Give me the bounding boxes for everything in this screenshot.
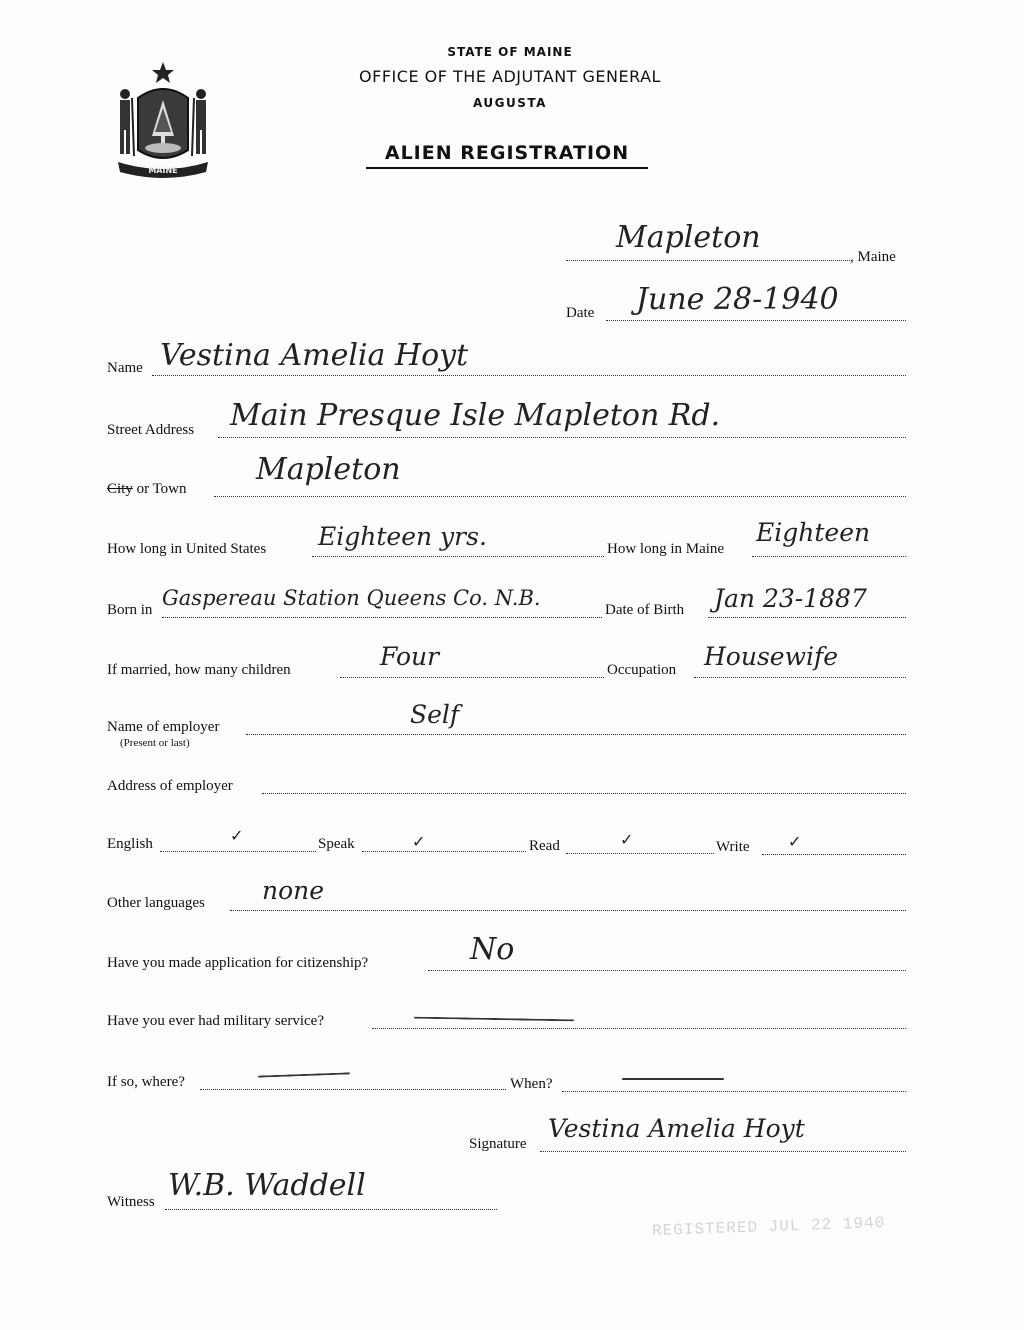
signature-label: Signature <box>469 1136 527 1152</box>
employer-entry: Self <box>410 700 460 729</box>
read-label: Read <box>529 838 560 854</box>
children-label: If married, how many children <box>107 662 291 678</box>
when-dash-mark <box>622 1078 724 1080</box>
us-entry: Eighteen yrs. <box>318 522 487 551</box>
employer-sublabel: (Present or last) <box>120 737 190 749</box>
town-word: or Town <box>132 481 187 497</box>
occupation-line <box>694 677 906 678</box>
city-struck-word: City <box>107 481 133 497</box>
write-line <box>762 854 906 855</box>
city-entry: Mapleton <box>256 452 401 487</box>
write-check-icon: ✓ <box>788 832 802 851</box>
employer-label: Name of employer <box>107 719 220 735</box>
where-line <box>200 1089 506 1090</box>
employer-address-label: Address of employer <box>107 778 233 794</box>
write-label: Write <box>716 839 750 855</box>
name-label: Name <box>107 360 143 376</box>
dob-label: Date of Birth <box>605 602 685 618</box>
citizenship-label: Have you made application for citizenship? <box>107 955 369 971</box>
employer-address-line <box>262 793 906 794</box>
maine-seal-icon <box>108 58 218 178</box>
dob-line <box>708 617 906 618</box>
maine-label: How long in Maine <box>607 541 725 557</box>
office-heading: OFFICE OF THE ADJUTANT GENERAL <box>359 67 661 86</box>
state-heading: STATE OF MAINE <box>447 45 573 59</box>
english-line <box>160 851 316 852</box>
date-entry: June 28-1940 <box>636 282 839 317</box>
speak-label: Speak <box>318 836 355 852</box>
date-line <box>606 320 906 321</box>
citizenship-entry: No <box>470 932 515 967</box>
children-line <box>340 677 604 678</box>
city-label <box>107 481 187 498</box>
employer-line <box>246 734 906 735</box>
name-entry: Vestina Amelia Hoyt <box>160 338 469 373</box>
read-check-icon: ✓ <box>620 830 634 849</box>
city-heading: AUGUSTA <box>473 96 547 110</box>
dob-entry: Jan 23-1887 <box>714 584 867 613</box>
born-line <box>162 617 602 618</box>
military-dash-mark <box>414 1017 574 1022</box>
city-line <box>214 496 906 497</box>
other-languages-label: Other languages <box>107 895 205 911</box>
read-line <box>566 853 714 854</box>
speak-line <box>362 851 526 852</box>
when-line <box>562 1091 906 1092</box>
name-line <box>152 375 906 376</box>
other-languages-entry: none <box>262 876 325 905</box>
citizenship-line <box>428 970 906 971</box>
other-languages-line <box>230 910 906 911</box>
maine-suffix: , Maine <box>850 249 896 265</box>
born-label: Born in <box>107 602 153 618</box>
street-line <box>218 437 906 438</box>
witness-entry: W.B. Waddell <box>168 1168 366 1203</box>
witness-label: Witness <box>107 1194 155 1210</box>
occupation-label: Occupation <box>607 662 677 678</box>
military-label: Have you ever had military service? <box>107 1013 324 1029</box>
signature-entry: Vestina Amelia Hoyt <box>548 1114 805 1143</box>
us-label: How long in United States <box>107 541 267 557</box>
where-label: If so, where? <box>107 1074 185 1090</box>
town-line <box>566 260 850 261</box>
witness-line <box>165 1209 497 1210</box>
maine-line <box>752 556 906 557</box>
when-label: When? <box>510 1076 553 1092</box>
children-entry: Four <box>380 642 440 671</box>
english-check-icon: ✓ <box>230 826 244 845</box>
form-title: ALIEN REGISTRATION <box>366 142 648 169</box>
english-label: English <box>107 836 153 852</box>
town-entry: Mapleton <box>616 220 761 255</box>
seal-banner-text: MAINE <box>148 166 178 175</box>
us-line <box>312 556 604 557</box>
maine-entry: Eighteen <box>756 518 871 547</box>
signature-line <box>540 1151 906 1152</box>
born-entry: Gaspereau Station Queens Co. N.B. <box>162 586 541 610</box>
where-dash-mark <box>258 1072 350 1077</box>
speak-check-icon: ✓ <box>412 832 426 851</box>
received-stamp: REGISTERED JUL 22 1940 <box>651 1213 886 1241</box>
date-label: Date <box>566 305 595 321</box>
street-label: Street Address <box>107 422 195 438</box>
occupation-entry: Housewife <box>704 642 839 671</box>
street-entry: Main Presque Isle Mapleton Rd. <box>230 398 721 433</box>
military-line <box>372 1028 906 1029</box>
